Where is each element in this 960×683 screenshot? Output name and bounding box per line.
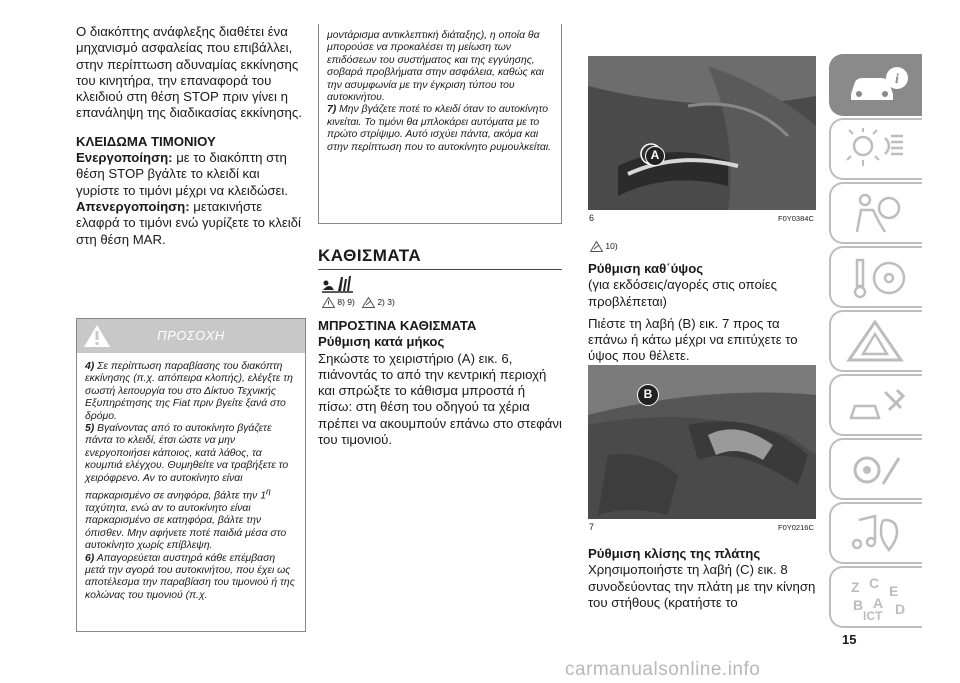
service-car-icon — [845, 384, 911, 428]
warning-num-6: 6) — [85, 552, 95, 564]
front-seats-heading: ΜΠΡΟΣΤΙΝΑ ΚΑΘΙΣΜΑΤΑ — [318, 318, 477, 333]
activation-paragraph — [76, 150, 306, 199]
deactivation-text: μετακινήστε ελαφρά το τιμόνι ενώ γυρίζετε το κλειδί στη θέση MAR. — [76, 198, 301, 247]
tools-spec-icon — [845, 448, 911, 492]
svg-text:D: D — [895, 601, 906, 617]
tab-maintenance[interactable] — [829, 374, 922, 436]
column-2-seats — [318, 318, 562, 448]
seat-lever-illustration — [588, 56, 816, 210]
warning-num-7: 7) — [327, 104, 337, 116]
warning-text-4: Σε περίπτωση παραβίασης του διακόπτη εκκίνησης (π.χ. απόπειρα κλοπής), ελέγξτε τη σωστή λειτουργία του στο Δίκτυο Τεχνικής Εξυπηρέτησης της Fiat πριν βγείτε ξανά στο δρόμο. — [85, 361, 293, 422]
height-note: (για εκδόσεις/αγορές στις οποίες προβλέπεται) — [588, 277, 777, 309]
figure-6-image — [588, 56, 816, 210]
fig7-label-b: B — [637, 384, 659, 406]
warning-num-5: 5) — [85, 423, 95, 435]
seats-refs-a: 8) 9) — [337, 297, 355, 307]
figure-7-image — [588, 365, 816, 519]
fig6-label-a: A — [645, 146, 665, 166]
svg-text:A: A — [873, 595, 884, 611]
warning-sup: η — [265, 486, 271, 497]
key-steering-icon — [845, 256, 911, 300]
intro-paragraph: Ο διακόπτης ανάφλεξης διαθέτει ένα μηχανισμό ασφαλείας που επιβάλλει, στην περίπτωση αδυναμίας εκκίνησης του κινητήρα, την επαναφορά του κλειδιού στη θέση STOP πριν γίνει η επανάληψη της διαδικασίας εκκίνησης. — [76, 24, 302, 121]
seats-refs-b: 2) 3) — [377, 297, 395, 307]
warning-text-7: Μην βγάζετε ποτέ το κλειδί όταν το αυτοκίνητο κινείται. Το τιμόνι θα μπλοκάρει αυτόματα με το πρώτο στρίψιμο. Αυτό ισχύει πάντα, ακόμα και στην περίπτωση που το αυτοκίνητο ρυμουλκείται. — [327, 104, 552, 153]
car-info-icon — [845, 64, 911, 108]
tab-starting[interactable] — [829, 246, 922, 308]
airbag-safety-icon — [845, 192, 911, 236]
warning-cont-text: μοντάρισμα αντικλεπτική διάταξης), η οποία θα μπορούσε να προκαλέσει τη μείωση των επιδόσεων του συστήματος και της εγγύησης, σοβαρά προβλήματα στην ασφάλεια, καθώς και την ασυμφωνία με την έγκριση τύπου του αυτοκινήτου. — [327, 30, 544, 104]
svg-text:Z: Z — [851, 579, 860, 595]
svg-text:ICT: ICT — [863, 609, 883, 620]
warning-box — [76, 318, 306, 632]
tab-safety[interactable] — [829, 182, 922, 244]
steering-lock-heading: ΚΛΕΙΔΩΜΑ ΤΙΜΟΝΙΟΥ — [76, 133, 216, 149]
fig7-code: F0Y0216C — [778, 523, 814, 532]
seats-refs — [322, 297, 395, 308]
tab-car-info[interactable] — [829, 54, 922, 116]
tab-index[interactable] — [829, 566, 922, 628]
warning-num-4: 4) — [85, 361, 95, 372]
tab-emergency[interactable] — [829, 310, 922, 372]
activation-label: Ενεργοποίηση: — [76, 150, 173, 166]
tab-dashboard[interactable] — [829, 118, 922, 180]
longitudinal-heading: Ρύθμιση κατά μήκος — [318, 334, 445, 350]
warning-text-5: Βγαίνοντας από το αυτοκίνητο βγάζετε πάντα το κλειδί, έτσι ώστε να μην ενεργοποιήσει κάποιος, κατά λάθος, τα κουμπιά ελέγχου. Θυμηθείτε να τραβήξετε το χειρόφρενο. Αν το αυτοκίνητο είναι παρκαρισμένο σε ανηφόρα, βάλτε την 1 — [85, 423, 289, 502]
warning-item-5 — [85, 423, 297, 553]
caution-ref-icon — [362, 297, 375, 308]
inclination-text: Χρησιμοποιήστε τη λαβή (C) εικ. 8 συνοδεύοντας την πλάτη με την κίνηση του στήθους (κρατήστε το — [588, 562, 816, 610]
fig6-code: F0Y0384C — [778, 214, 814, 223]
page-number: 15 — [842, 632, 857, 647]
activation-text: με το διακόπτη στη θέση STOP βγάλτε το κλειδί και γυρίστε το τιμόνι μέχρι να κλειδώσει. — [76, 150, 289, 198]
warning-item-4 — [85, 361, 297, 423]
ref-10-text: 10) — [605, 241, 618, 251]
svg-text:B: B — [853, 597, 864, 613]
warning-title: ΠΡΟΣΟΧΗ — [157, 328, 225, 343]
seat-height-illustration — [588, 365, 816, 519]
inclination-section — [588, 546, 816, 611]
warning-item-6 — [85, 553, 297, 603]
svg-text:E: E — [889, 583, 899, 599]
watermark: carmanualsonline.info — [565, 659, 761, 680]
deactivation-label: Απενεργοποίηση: — [76, 198, 190, 214]
height-section — [588, 261, 816, 365]
longitudinal-text: Σηκώστε το χειριστήριο (A) εικ. 6, πιάνοντάς το από την κεντρική περιοχή και σπρώξτε το κάθισμα μπροστά ή πίσω: στη θέση του οδηγού τα χέρια πρέπει να ακουμπούν επάνω στο στεφάνι του τιμονιού. — [318, 350, 562, 448]
dashboard-lights-icon — [845, 128, 911, 172]
svg-text:C: C — [869, 576, 880, 591]
warning-body — [77, 353, 305, 602]
alphabet-index-icon — [845, 576, 911, 620]
column-1 — [76, 24, 306, 248]
warning-triangle-icon — [845, 320, 911, 364]
music-nav-icon — [845, 512, 911, 556]
deactivation-paragraph — [76, 199, 306, 248]
seat-icon — [320, 274, 354, 294]
warning-continuation — [318, 24, 562, 224]
fig6-number: 6 — [589, 213, 595, 223]
caution-ref-icon-2 — [590, 241, 603, 252]
tab-multimedia[interactable] — [829, 502, 922, 564]
svg-text:i: i — [895, 72, 899, 87]
height-text: Πιέστε τη λαβή (B) εικ. 7 προς τα επάνω ή κάτω μέχρι να επιτύχετε το ύψος που θέλετε. — [588, 315, 798, 364]
seats-section-title: ΚΑΘΙΣΜΑΤΑ — [318, 246, 562, 270]
warning-text-5b: ταχύτητα, ενώ αν το αυτοκίνητο είναι παρκαρισμένο σε κατηφόρα, βάλτε την όπισθεν. Μην αφήνετε ποτέ παιδιά μέσα στο αυτοκίνητο χωρίς επίβλεψη. — [85, 502, 287, 552]
height-heading: Ρύθμιση καθ΄ύψος — [588, 261, 704, 276]
warning-text-6: Απαγορεύεται αυστηρά κάθε επέμβαση μετά την αγορά του αυτοκινήτου, που έχει ως αποτέλεσμα την παραβίαση του τιμονιού ή της κολώνας του τιμονιού (π.χ. — [85, 552, 295, 601]
fig7-number: 7 — [589, 522, 595, 532]
inclination-heading: Ρύθμιση κλίσης της πλάτης — [588, 546, 761, 561]
warning-header — [77, 319, 305, 353]
tab-technical[interactable] — [829, 438, 922, 500]
warning-item-7 — [327, 104, 553, 154]
warning-ref-icon — [322, 297, 335, 308]
ref-10 — [590, 241, 618, 252]
